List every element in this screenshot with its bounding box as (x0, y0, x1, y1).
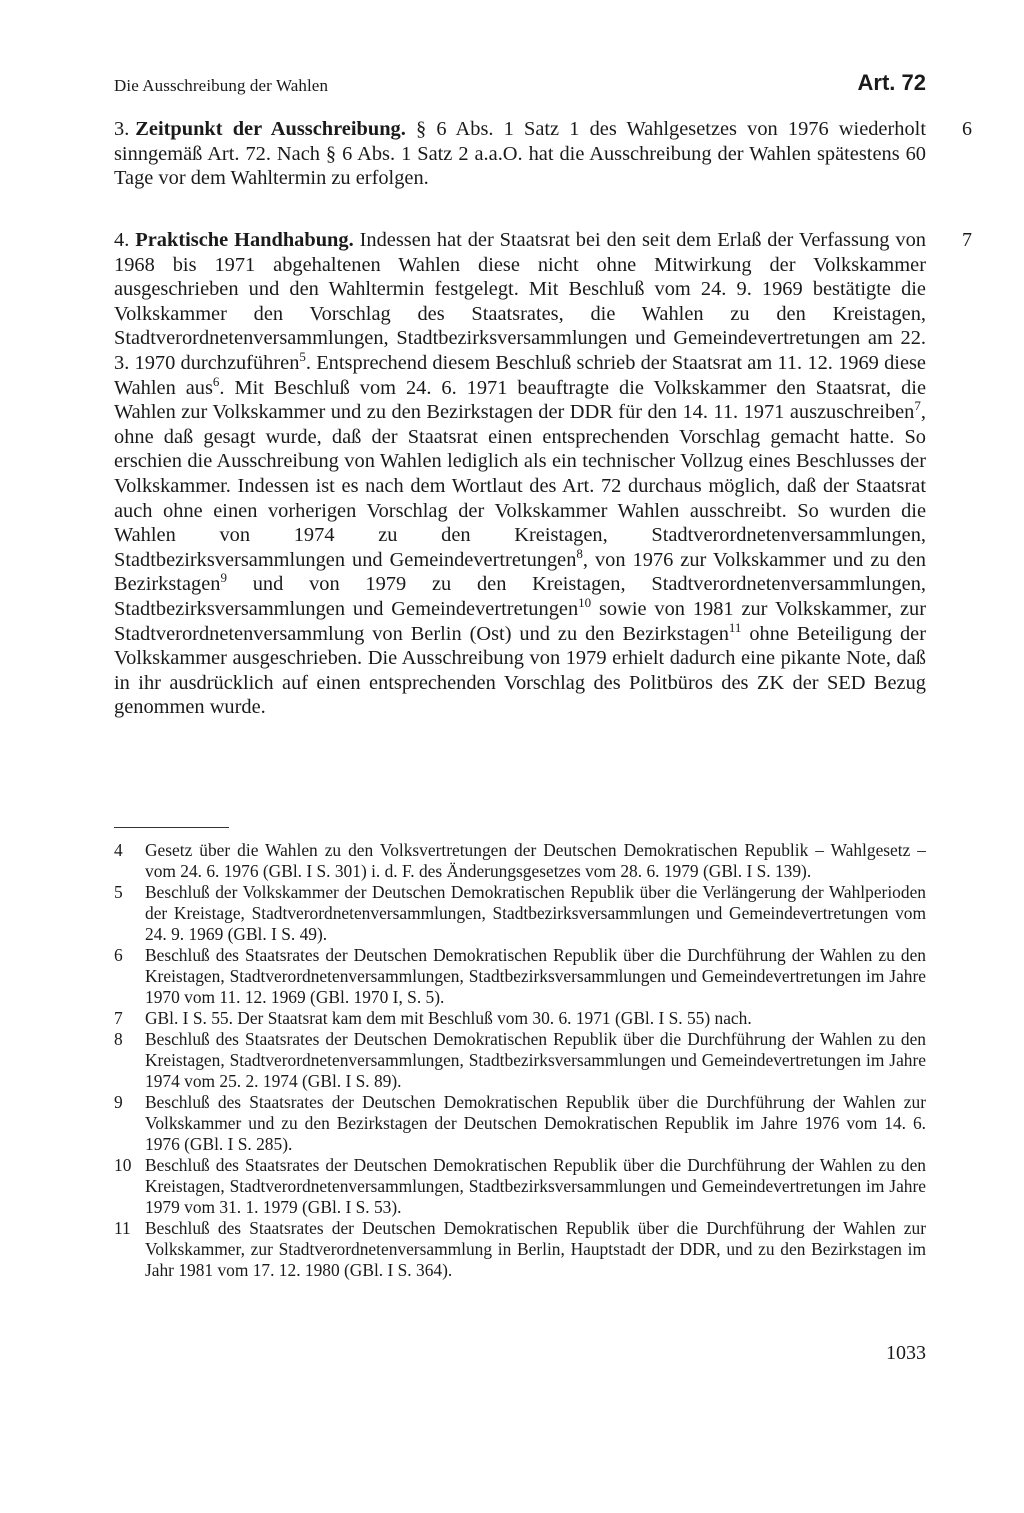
footnote-text: Beschluß des Staatsrates der Deutschen Demokratischen Republik über die Durchführung der Wahlen zu den Kreistagen, Stadtverordnetenversammlungen, Stadtbezirksversammlungen und Gemeindevertretungen im Jahre 1970 vom 11. 12. 1969 (GBl. 1970 I, S. 5). (145, 945, 926, 1007)
footnote-number: 4 (114, 840, 123, 860)
footnote-text: Beschluß des Staatsrates der Deutschen Demokratischen Republik über die Durchführung der Wahlen zu den Kreistagen, Stadtverordnetenversammlungen, Stadtbezirksversammlungen und Gemeindevertretungen im Jahre 1979 vom 31. 1. 1979 (GBl. I S. 53). (145, 1155, 926, 1217)
section-text: Indessen hat der Staatsrat bei den seit dem Erlaß der Verfassung von 1968 bis 1971 abgehaltenen Wahlen diese nicht ohne Mitwirkung der Volkskammer ausgeschrieben und den Wahltermin festgelegt. Mit Beschluß vom 24. 9. 1969 bestätigte die Volkskammer den Vorschlag des Staatsrates, die Wahlen zu den Kreistagen, Stadtverordnetenversammlungen, Stadtbezirksversammlungen und Gemeindevertretungen am 22. 3. 1970 durchzuführen (114, 229, 927, 374)
section-text: , ohne daß gesagt wurde, daß der Staatsrat einen entsprechenden Vorschlag gemacht hatte. So erschien die Ausschreibung von Wahlen lediglich als ein technischer Vollzug eines Beschlusses der Volkskammer. Indessen ist es nach dem Wortlaut des Art. 72 durchaus möglich, daß der Staatsrat auch ohne einen vorherigen Vorschlag der Volkskammer Wahlen ausschreibt. So wurden die Wahlen von 1974 zu den Kreistagen, Stadtverordnetenversammlungen, Stadtbezirksversammlungen und Gemeindevertretungen (114, 401, 926, 571)
margin-number: 7 (962, 229, 972, 251)
footnote-ref: 7 (914, 398, 921, 414)
footnote-divider (114, 827, 229, 828)
footnote (114, 1092, 926, 1155)
footnote-text: Beschluß des Staatsrates der Deutschen Demokratischen Republik über die Durchführung der Wahlen zur Volkskammer und zu den Bezirkstagen der Deutschen Demokratischen Republik im Jahre 1976 vom 14. 6. 1976 (GBl. I S. 285). (145, 1092, 926, 1154)
footnote-ref: 6 (212, 373, 220, 389)
section-heading: Zeitpunkt der Ausschreibung. (135, 118, 406, 140)
section-number: 3. (114, 118, 130, 140)
footnote-number: 7 (114, 1008, 123, 1028)
footnote (114, 945, 926, 1008)
footnote-ref: 9 (220, 570, 227, 586)
footnote (114, 1155, 926, 1218)
footnote-text: Beschluß der Volkskammer der Deutschen Demokratischen Republik über die Verlängerung der Wahlperioden der Kreistage, Stadtverordnetenversammlungen, Stadtbezirksversammlungen und Gemeindevertretungen vom 24. 9. 1969 (GBl. I S. 49). (145, 882, 926, 944)
footnote-number: 9 (114, 1092, 123, 1112)
footnotes (114, 840, 926, 1281)
footnote-text: GBl. I S. 55. Der Staatsrat kam dem mit Beschluß vom 30. 6. 1971 (GBl. I S. 55) nach. (145, 1008, 752, 1028)
section-paragraph (114, 117, 926, 191)
page-number: 1033 (886, 1342, 926, 1364)
section-paragraph (114, 228, 926, 720)
article-label: Art. 72 (857, 70, 926, 95)
footnote (114, 882, 926, 945)
footnote (114, 1008, 926, 1029)
footnote (114, 1218, 926, 1281)
section-text: sowie von 1981 zur Volkskammer, zur Stadtverordnetenversammlung von Berlin (Ost) und zu den Bezirkstagen (114, 597, 926, 645)
section-text: und von 1979 zu den Kreistagen, Stadtverordnetenversammlungen, Stadtbezirksversammlungen und Gemeindevertretungen (114, 573, 926, 620)
footnote (114, 840, 926, 882)
section-heading: Praktische Handhabung. (135, 229, 354, 251)
section-text: § 6 Abs. 1 Satz 1 des Wahlgesetzes von 1976 wiederholt sinngemäß Art. 72. Nach § 6 Abs. 1 Satz 2 a.a.O. hat die Ausschreibung der Wahlen spätestens 60 Tage vor dem Wahltermin zu erfolgen. (114, 118, 926, 190)
section-text: , von 1976 zur Volkskammer und zu den Bezirkstagen (114, 548, 927, 596)
footnote-ref: 5 (299, 348, 306, 364)
running-head: Die Ausschreibung der Wahlen (114, 76, 329, 95)
footnote-number: 8 (114, 1029, 123, 1049)
section-text: . Entsprechend diesem Beschluß schrieb der Staatsrat am 11. 12. 1969 diese Wahlen aus (114, 351, 926, 399)
footnote-text: Beschluß des Staatsrates der Deutschen Demokratischen Republik über die Durchführung der Wahlen zur Volkskammer, zur Stadtverordnetenversammlung in Berlin, Hauptstadt der DDR, und zu den Bezirkstagen im Jahr 1981 vom 17. 12. 1980 (GBl. I S. 364). (145, 1218, 926, 1280)
footnote-ref: 11 (728, 619, 742, 635)
footnote-ref: 8 (576, 545, 583, 561)
footnote-text: Beschluß des Staatsrates der Deutschen Demokratischen Republik über die Durchführung der Wahlen zu den Kreistagen, Stadtverordnetenversammlungen, Stadtbezirksversammlungen und Gemeindevertretungen im Jahre 1974 vom 25. 2. 1974 (GBl. I S. 89). (145, 1029, 926, 1091)
footnote-number: 6 (114, 945, 123, 965)
footnote-ref: 10 (578, 594, 592, 610)
margin-number: 6 (962, 118, 972, 140)
footnote-number: 5 (114, 882, 123, 902)
section-text: ohne Beteiligung der Volkskammer ausgeschrieben. Die Ausschreibung von 1979 erhielt dadurch eine pikante Note, daß in ihr ausdrücklich auf einen entsprechenden Vorschlag des Politbüros des ZK der SED Bezug genommen wurde. (114, 622, 926, 719)
footnote-text: Gesetz über die Wahlen zu den Volksvertretungen der Deutschen Demokratischen Republik – Wahlgesetz – vom 24. 6. 1976 (GBl. I S. 301) i. d. F. des Änderungsgesetzes vom 28. 6. 1979 (GBl. I S. 139). (145, 840, 926, 881)
section-text: . Mit Beschluß vom 24. 6. 1971 beauftragte die Volkskammer den Staatsrat, die Wahlen zur Volkskammer und zu den Bezirkstagen der DDR für den 14. 11. 1971 auszuschreiben (114, 376, 926, 424)
section-number: 4. (114, 229, 130, 251)
footnote-number: 11 (114, 1218, 131, 1238)
footnote (114, 1029, 926, 1092)
footnote-number: 10 (114, 1155, 132, 1175)
